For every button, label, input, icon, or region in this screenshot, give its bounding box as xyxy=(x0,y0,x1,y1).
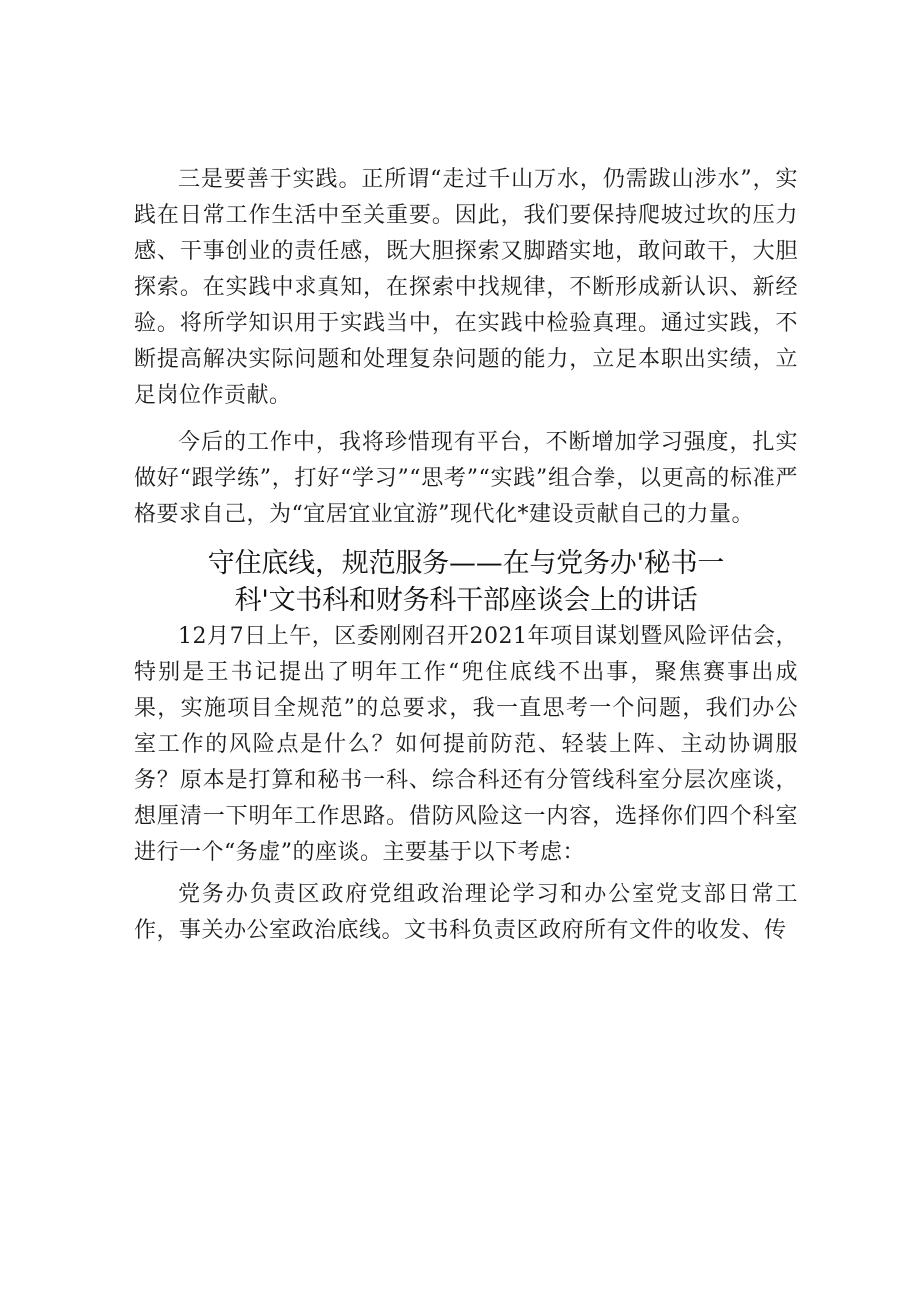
paragraph-future-work: 今后的工作中，我将珍惜现有平台，不断增加学习强度，扎实做好“跟学练”，打好“学习”“思考”“实践”组合拳，以更高的标准严格要求自己，为“宜居宜业宜游”现代化*建设贡献自己的力量。 xyxy=(134,430,798,527)
speech-title-line-2: 科'文书科和财务科干部座谈会上的讲话 xyxy=(234,585,698,616)
speech-title xyxy=(134,545,798,619)
paragraph-meeting-intro: 12月7日上午，区委刚刚召开2021年项目谋划暨风险评估会，特别是王书记提出了明年工作“兜住底线不出事，聚焦赛事出成果，实施项目全规范”的总要求，我一直思考一个问题，我们办公室工作的风险点是什么？如何提前防范、轻装上阵、主动协调服务？原本是打算和秘书一科、综合科还有分管线科室分层次座谈，想厘清一下明年工作思路。借防风险这一内容，选择你们四个科室进行一个“务虚”的座谈。主要基于以下考虑： xyxy=(134,624,798,865)
paragraph-spacer xyxy=(134,414,798,425)
speech-title-line-1: 守住底线，规范服务——在与党务办'秘书一 xyxy=(207,548,725,579)
paragraph-party-office: 党务办负责区政府党组政治理论学习和办公室党支部日常工作，事关办公室政治底线。文书科负责区政府所有文件的收发、传 xyxy=(134,882,798,943)
paragraph-practice: 三是要善于实践。正所谓“走过千山万水，仍需跋山涉水”，实践在日常工作生活中至关重要。因此，我们要保持爬坡过坎的压力感、干事创业的责任感，既大胆探索又脚踏实地，敢问敢干，大胆探索。在实践中求真知，在探索中找规律，不断形成新认识、新经验。将所学知识用于实践当中，在实践中检验真理。通过实践，不断提高解决实际问题和处理复杂问题的能力，立足本职出实绩，立足岗位作贡献。 xyxy=(134,167,798,408)
document-body xyxy=(134,162,798,949)
section-spacer xyxy=(134,533,798,545)
